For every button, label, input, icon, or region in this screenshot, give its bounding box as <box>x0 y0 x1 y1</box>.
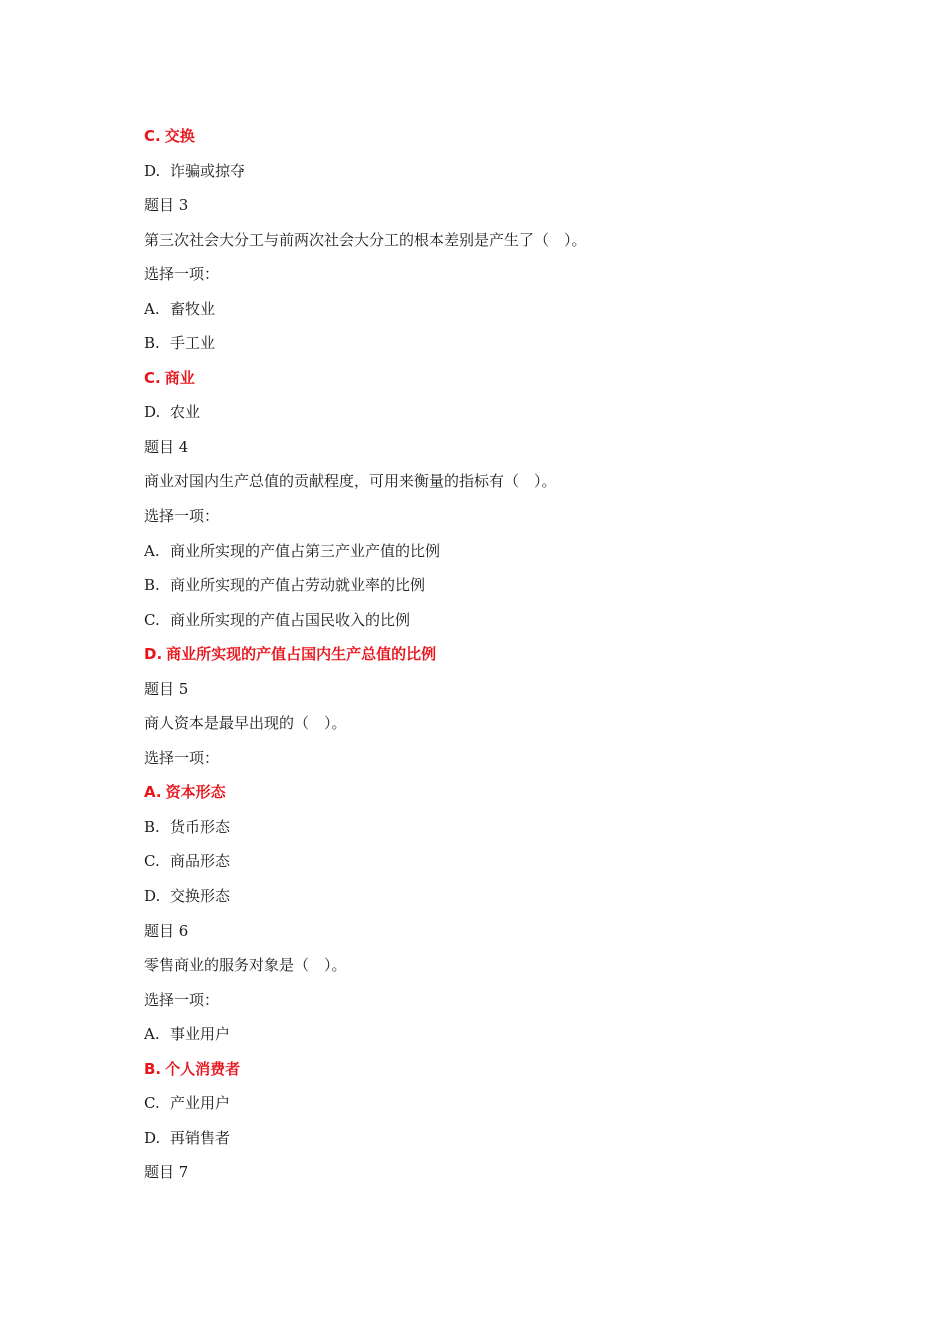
option-text: 商业所实现的产值占国民收入的比例 <box>170 610 411 629</box>
option <box>144 292 844 327</box>
option <box>144 534 844 569</box>
document-page <box>144 119 844 1190</box>
answer-option <box>144 361 844 396</box>
option-text: 商品形态 <box>170 852 231 871</box>
select-prompt: 选择一项： <box>144 748 220 767</box>
option-letter: A. <box>144 541 160 560</box>
option-letter: B. <box>144 817 160 836</box>
option-text: 货币形态 <box>170 817 231 836</box>
option-text: 交换形态 <box>170 887 231 906</box>
select-prompt: 选择一项： <box>144 507 220 526</box>
question-number: 题目 7 <box>144 1163 189 1182</box>
question-text: 商人资本是最早出现的（ ）。 <box>144 714 347 733</box>
question-text: 零售商业的服务对象是（ ）。 <box>144 956 347 975</box>
option-letter: B. <box>144 334 160 353</box>
option-text: 手工业 <box>170 334 216 353</box>
option-text: 产业用户 <box>170 1094 231 1113</box>
option-text: 交换 <box>164 127 195 145</box>
option <box>144 1086 844 1121</box>
option-letter: D. <box>144 887 161 906</box>
option <box>144 395 844 430</box>
option-letter: C. <box>144 852 160 871</box>
option <box>144 844 844 879</box>
option <box>144 1121 844 1156</box>
option-text: 商业所实现的产值占第三产业产值的比例 <box>170 541 441 560</box>
option-text: 资本形态 <box>165 783 226 802</box>
answer-option <box>144 775 844 810</box>
option <box>144 154 844 189</box>
option-text: 农业 <box>170 403 201 422</box>
option-letter: D. <box>144 403 161 422</box>
option-letter: C. <box>144 610 160 629</box>
question-number: 题目 5 <box>144 679 189 698</box>
option-text: 商业所实现的产值占劳动就业率的比例 <box>170 576 426 595</box>
question-number: 题目 4 <box>144 437 189 456</box>
option-letter: A. <box>144 299 160 318</box>
option-text: 个人消费者 <box>165 1059 241 1078</box>
option-text: 再销售者 <box>170 1128 231 1147</box>
option-text: 商业 <box>164 368 195 387</box>
answer-option <box>144 637 844 672</box>
question-text: 第三次社会大分工与前两次社会大分工的根本差别是产生了（ ）。 <box>144 230 587 249</box>
option-letter: C. <box>144 127 161 145</box>
option-letter: B. <box>144 576 160 595</box>
option-letter: A. <box>144 783 162 802</box>
option-text: 诈骗或掠夺 <box>170 161 246 180</box>
option <box>144 810 844 845</box>
question-number: 题目 3 <box>144 196 189 215</box>
option-letter: D. <box>144 1128 161 1147</box>
option <box>144 879 844 914</box>
option-letter: C. <box>144 1094 160 1113</box>
option-text: 事业用户 <box>170 1025 231 1044</box>
select-prompt: 选择一项： <box>144 265 220 284</box>
option <box>144 326 844 361</box>
option-letter: D. <box>144 161 161 180</box>
option <box>144 1017 844 1052</box>
option-letter: B. <box>144 1059 162 1078</box>
option <box>144 603 844 638</box>
option <box>144 568 844 603</box>
option-text: 畜牧业 <box>170 299 216 318</box>
option-letter: C. <box>144 368 161 387</box>
answer-option <box>144 119 844 154</box>
question-text: 商业对国内生产总值的贡献程度，可用来衡量的指标有（ ）。 <box>144 472 557 491</box>
option-letter: A. <box>144 1025 160 1044</box>
select-prompt: 选择一项： <box>144 990 220 1009</box>
option-letter: D. <box>144 645 163 664</box>
question-number: 题目 6 <box>144 921 189 940</box>
answer-option <box>144 1052 844 1087</box>
option-text: 商业所实现的产值占国内生产总值的比例 <box>166 645 437 664</box>
